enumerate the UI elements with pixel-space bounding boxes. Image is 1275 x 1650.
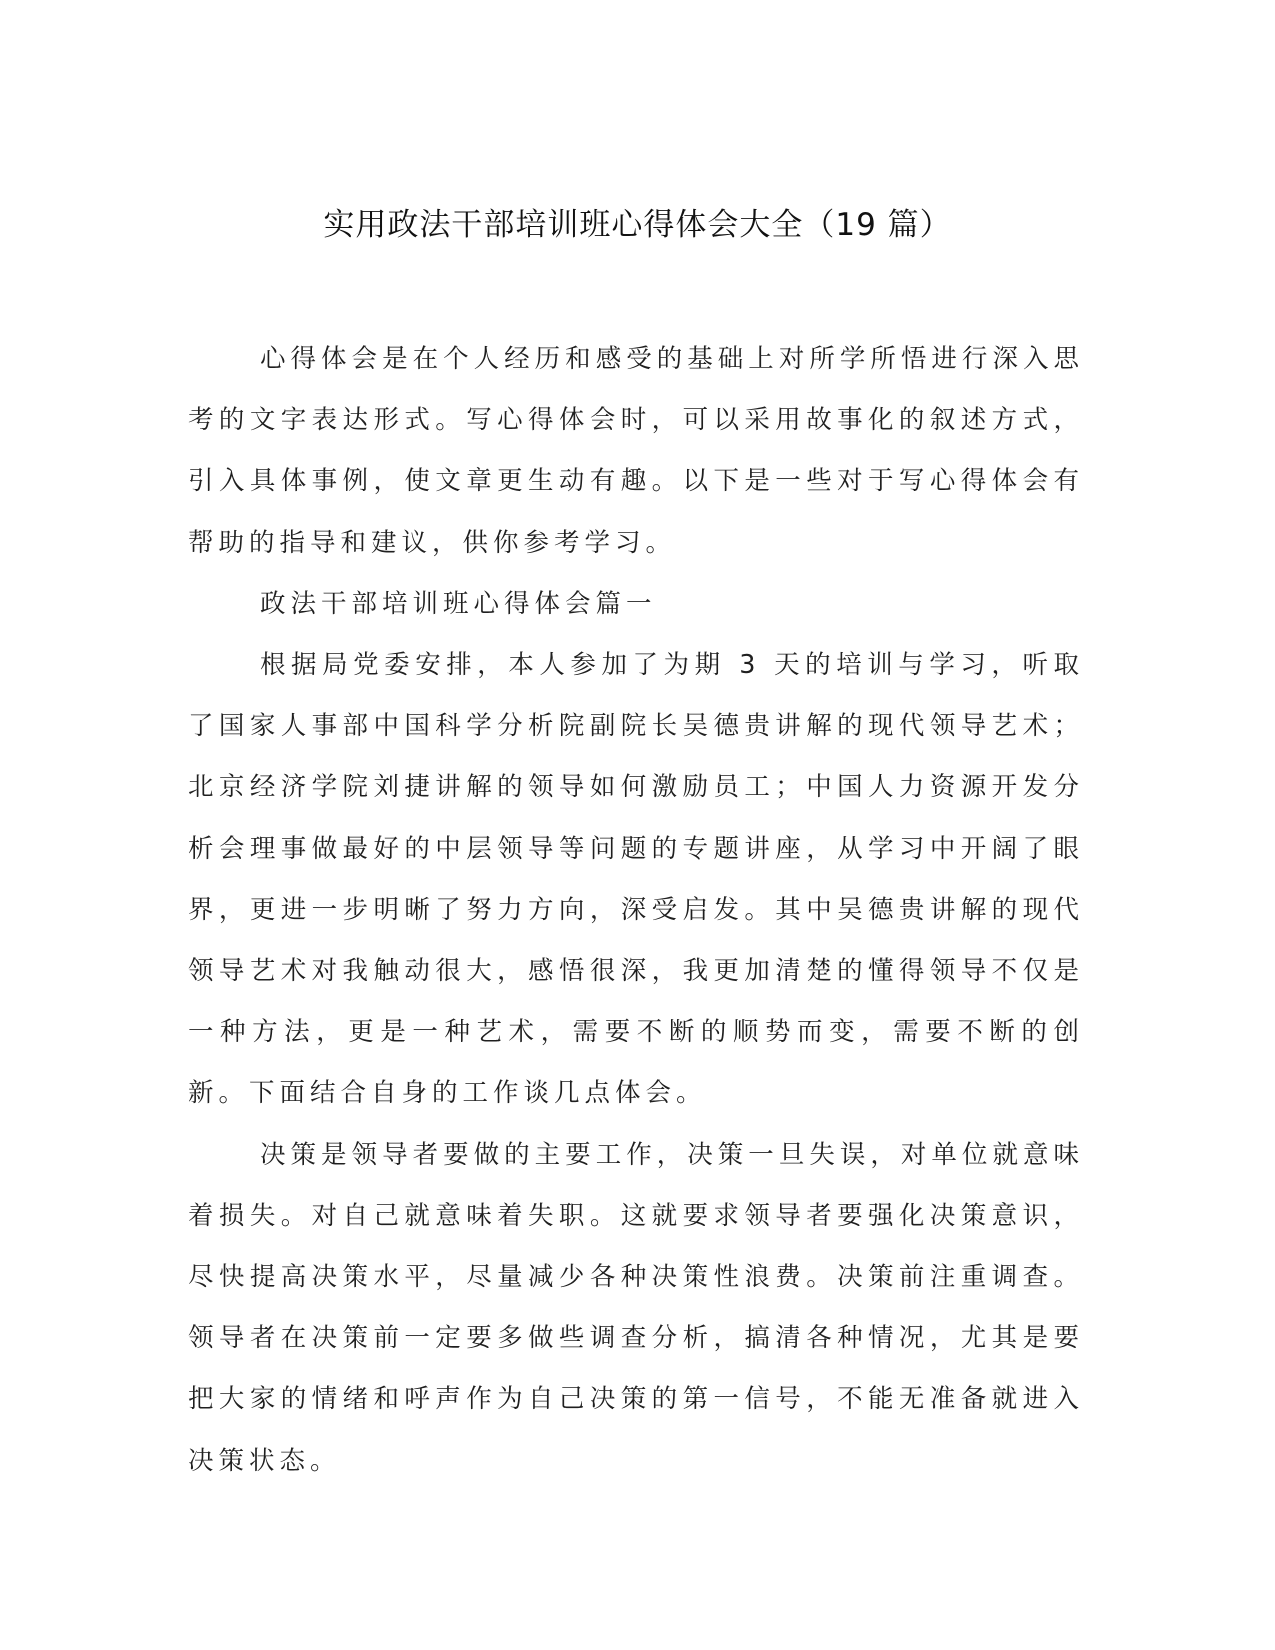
intro-paragraph: 心得体会是在个人经历和感受的基础上对所学所悟进行深入思考的文字表达形式。写心得体会时，可以采用故事化的叙述方式，引入具体事例，使文章更生动有趣。以下是一些对于写心得体会有帮助的指导和建议，供你参考学习。 (188, 344, 1084, 558)
body-paragraph: 决策是领导者要做的主要工作，决策一旦失误，对单位就意味着损失。对自己就意味着失职。这就要求领导者要强化决策意识，尽快提高决策水平，尽量减少各种决策性浪费。决策前注重调查。领导者在决策前一定要多做些调查分析，搞清各种情况，尤其是要把大家的情绪和呼声作为自己决策的第一信号，不能无准备就进入决策状态。 (188, 1139, 1084, 1476)
body-paragraph: 根据局党委安排，本人参加了为期 3 天的培训与学习，听取了国家人事部中国科学分析院副院长吴德贵讲解的现代领导艺术；北京经济学院刘捷讲解的领导如何激励员工；中国人力资源开发分析会理事做最好的中层领导等问题的专题讲座，从学习中开阔了眼界，更进一步明晰了努力方向，深受启发。其中吴德贵讲解的现代领导艺术对我触动很大，感悟很深，我更加清楚的懂得领导不仅是一种方法，更是一种艺术，需要不断的顺势而变，需要不断的创新。下面结合自身的工作谈几点体会。 (188, 650, 1084, 1109)
document-body (188, 329, 1084, 1492)
section-heading: 政法干部培训班心得体会篇一 (260, 588, 657, 619)
document-title: 实用政法干部培训班心得体会大全（19 篇） (323, 207, 952, 243)
